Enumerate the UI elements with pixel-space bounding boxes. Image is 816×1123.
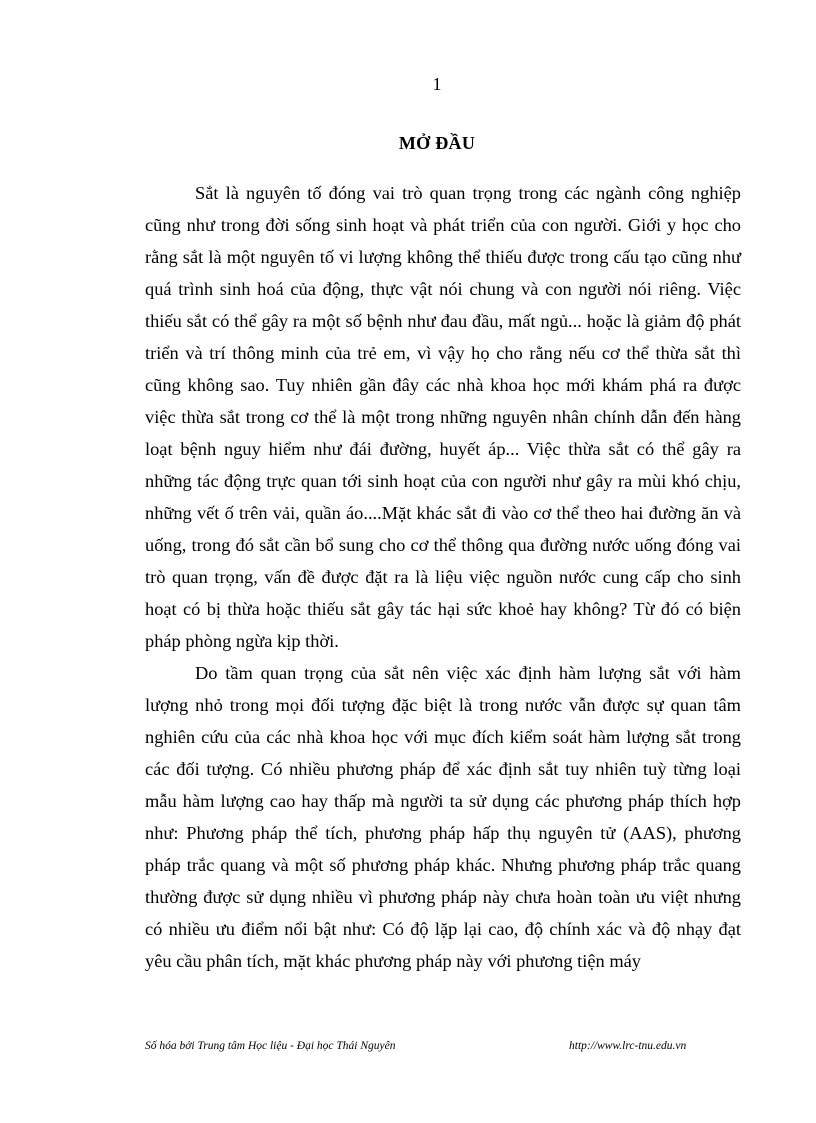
paragraph-1: Sắt là nguyên tố đóng vai trò quan trọng trong các ngành công nghiệp cũng như trong đời sống sinh hoạt và phát triển của con người. Giới y học cho rằng sắt là một nguyên tố vi lượng không thể thiếu được trong cấu tạo cũng như quá trình sinh hoá của động, thực vật nói chung và con người nói riêng. Việc thiếu sắt có thể gây ra một số bệnh như đau đầu, mất ngủ... hoặc là giảm độ phát triển và trí thông minh của trẻ em, vì vậy họ cho rằng nếu cơ thể thừa sắt thì cũng không sao. Tuy nhiên gần đây các nhà khoa học mới khám phá ra được việc thừa sắt trong cơ thể là một trong những nguyên nhân chính dẫn đến hàng loạt bệnh nguy hiểm như đái đường, huyết áp... Việc thừa sắt có thể gây ra những tác động trực quan tới sinh hoạt của con người như gây ra mùi khó chịu, những vết ố trên vải, quần áo....Mặt khác sắt đi vào cơ thể theo hai đường ăn và uống, trong đó sắt cần bổ sung cho cơ thể thông qua đường nước uống đóng vai trò quan trọng, vấn đề được đặt ra là liệu việc nguồn nước cung cấp cho sinh hoạt có bị thừa hoặc thiếu sắt gây tác hại sức khoẻ hay không? Từ đó có biện pháp phòng ngừa kịp thời.	[145, 183, 741, 651]
body-text	[145, 177, 741, 977]
footer-url[interactable]: http://www.lrc-tnu.edu.vn	[569, 1040, 687, 1052]
paragraph-2: Do tầm quan trọng của sắt nên việc xác định hàm lượng sắt với hàm lượng nhỏ trong mọi đối tượng đặc biệt là trong nước vẫn được sự quan tâm nghiên cứu của các nhà khoa học với mục đích kiểm soát hàm lượng sắt trong các đối tượng. Có nhiều phương pháp để xác định sắt tuy nhiên tuỳ từng loại mẫu hàm lượng cao hay thấp mà người ta sử dụng các phương pháp thích hợp như: Phương pháp thể tích, phương pháp hấp thụ nguyên tử (AAS), phương pháp trắc quang và một số phương pháp khác. Nhưng phương pháp trắc quang thường được sử dụng nhiều vì phương pháp này chưa hoàn toàn ưu việt nhưng có nhiều ưu điểm nổi bật như: Có độ lặp lại cao, độ chính xác và độ nhạy đạt yêu cầu phân tích, mặt khác phương pháp này với phương tiện máy	[145, 663, 741, 971]
footer-source: Số hóa bởi Trung tâm Học liệu - Đại học Thái Nguyên	[145, 1040, 396, 1052]
page-number: 1	[432, 74, 442, 94]
page-title: MỞ ĐẦU	[398, 133, 476, 153]
